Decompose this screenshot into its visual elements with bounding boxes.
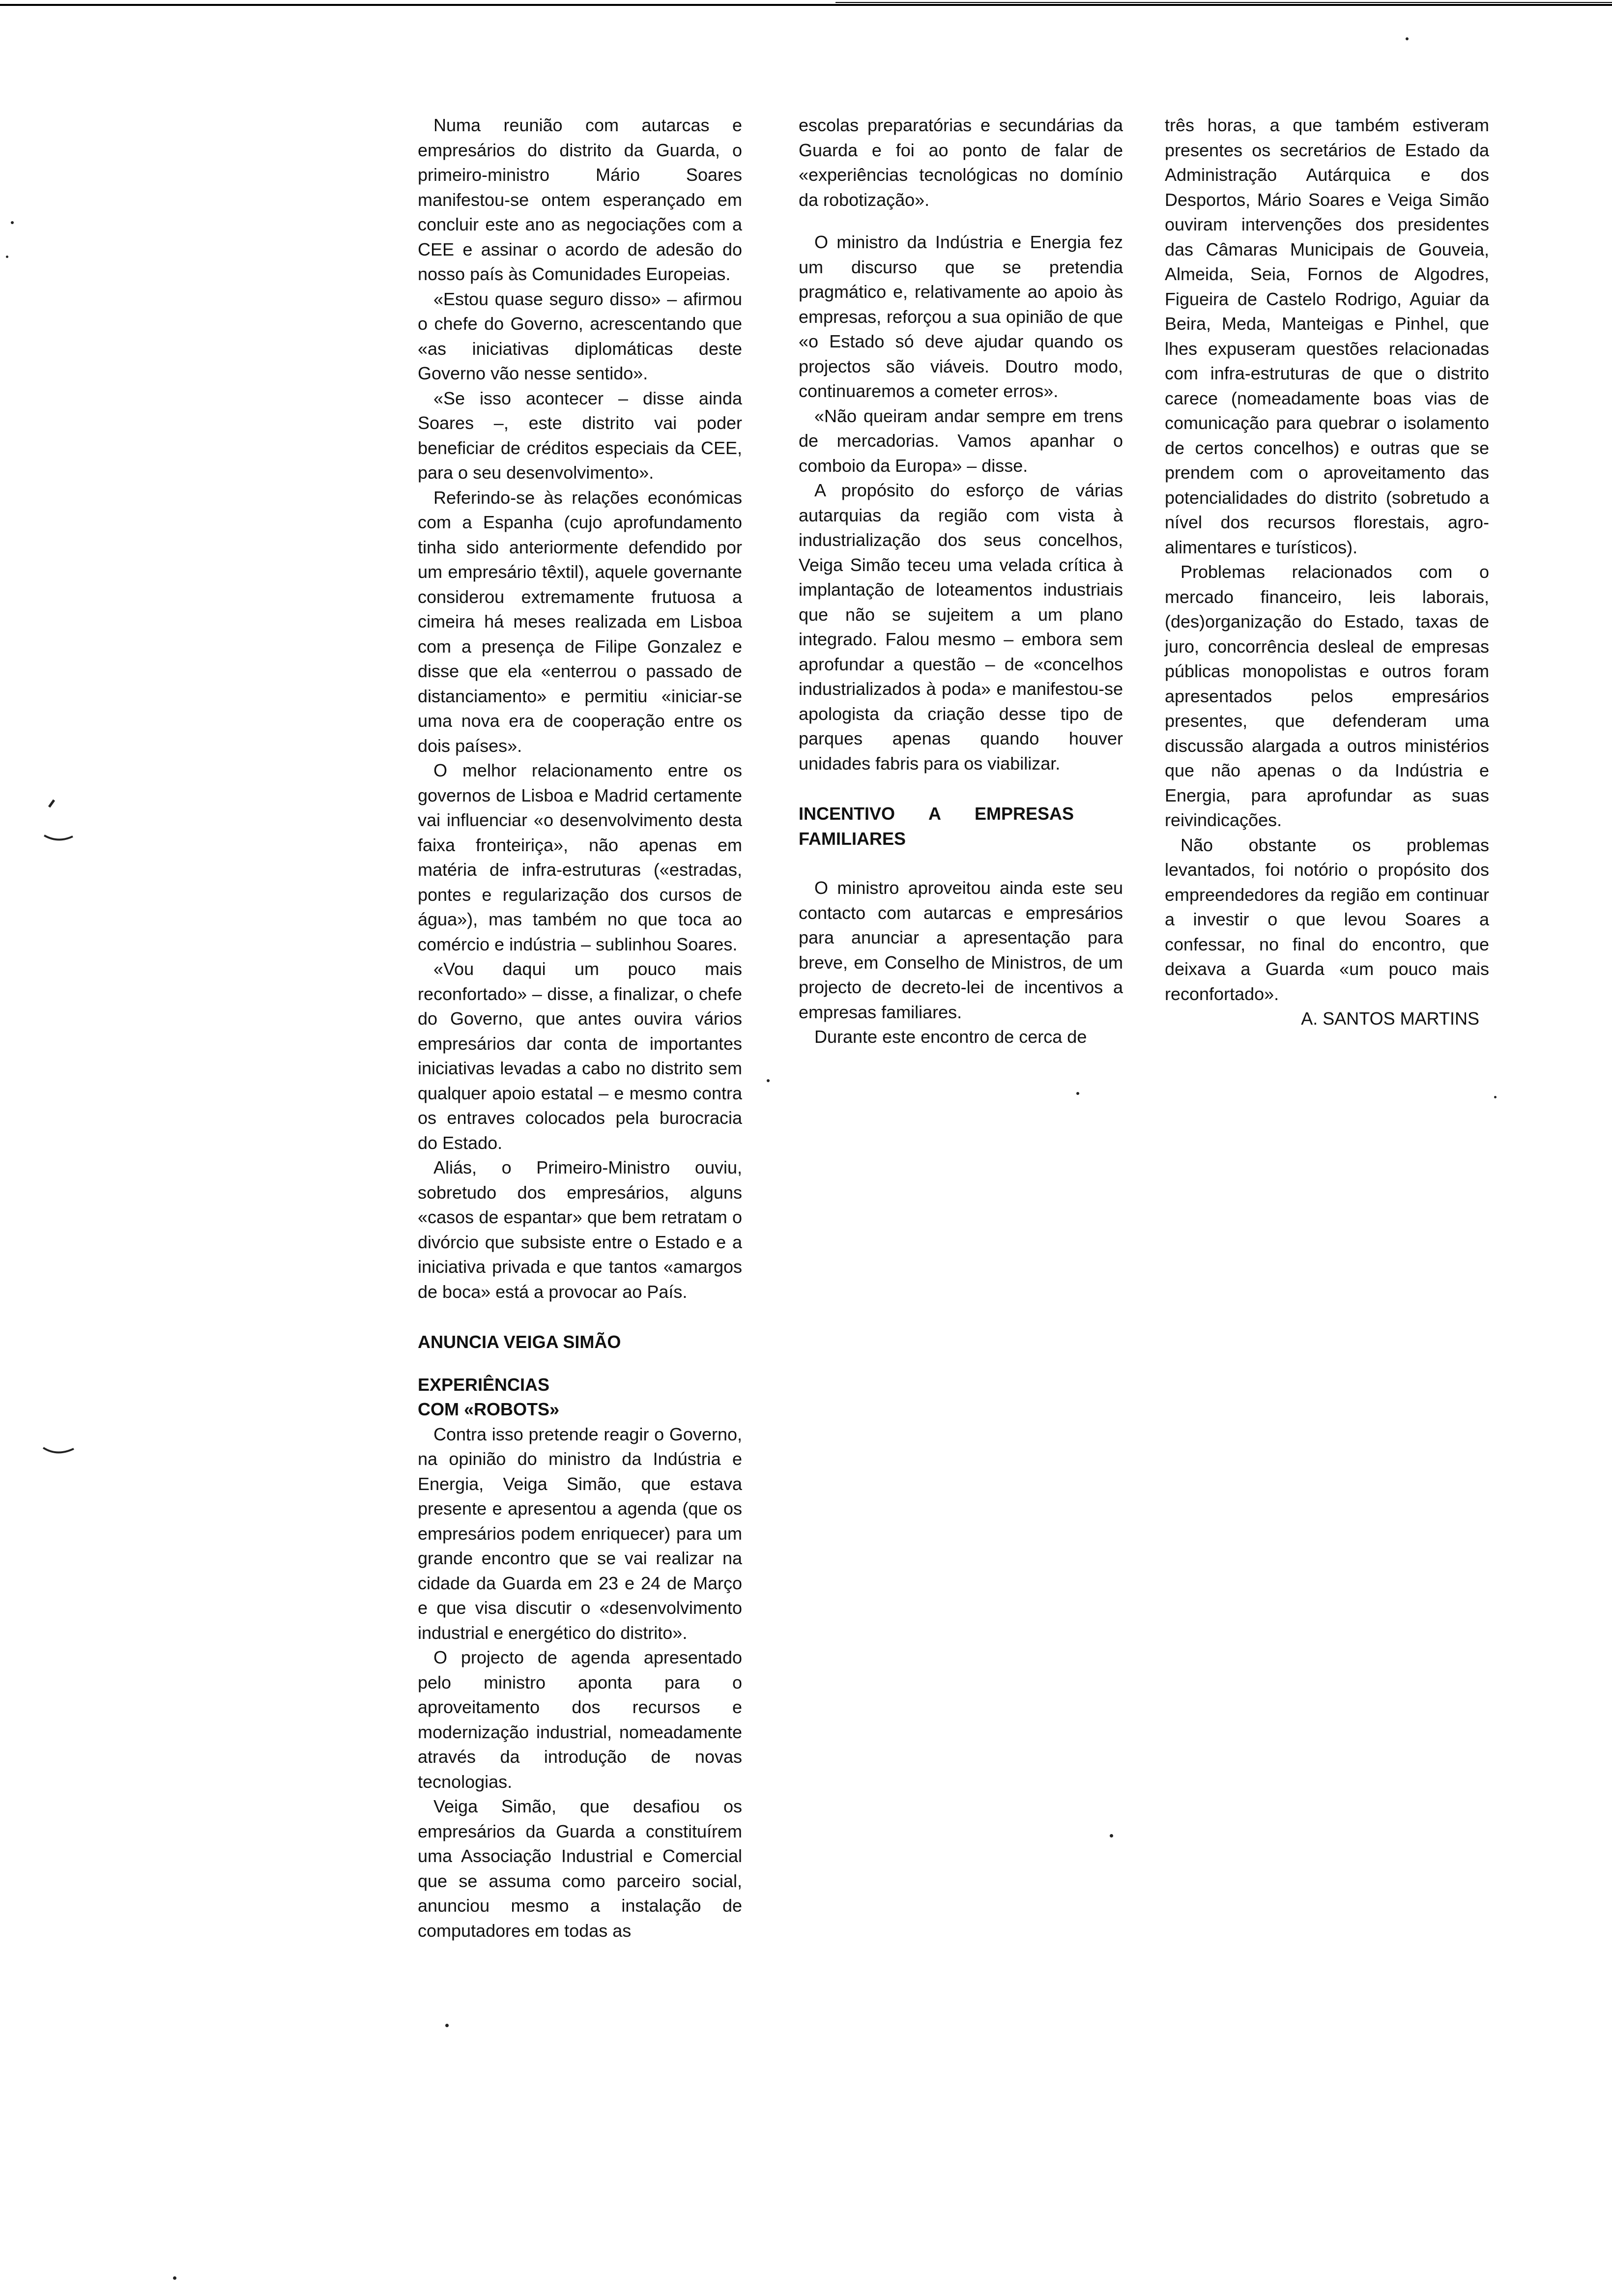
paragraph: O ministro aproveitou ainda este seu contacto com autarcas e empresários para anunciar a apresentação para breve, em Conselho de Ministros, de um projecto de decreto-lei de incentivos a empresas familiares.	[799, 878, 1123, 1022]
subheading-anuncia-veiga-simao: ANUNCIA VEIGA SIMÃO	[418, 1332, 621, 1352]
scan-speck	[1406, 37, 1409, 40]
subheading-incentivo-empresas-familiares: INCENTIVO A EMPRESAS FAMILIARES	[799, 804, 1074, 849]
paragraph: três horas, a que também estiveram presentes os secretários de Estado da Administração Autárquica e dos Desportos, Mário Soares e Veiga Simão ouviram intervenções dos presidentes das Câmaras Municipais de Gouveia, Almeida, Seia, Fornos de Algodres, Figueira de Castelo Rodrigo, Aguiar da Beira, Meda, Manteigas e Pinhel, que lhes expuseram questões relacionadas com infra-estruturas de que o distrito carece (nomeadamente boas vias de comunicação para quebrar o isolamento de certos concelhos) e outras que se prendem com o aproveitamento das potencialidades do distrito (sobretudo a nível dos recursos florestais, agro-alimentares e turísticos).	[1165, 115, 1489, 557]
byline-author: A. SANTOS MARTINS	[1301, 1008, 1479, 1029]
paragraph: Referindo-se às relações económicas com a Espanha (cujo aprofundamento tinha sido anteriormente defendido por um empresário têxtil), aquele governante considerou extremamente frutuosa a cimeira há meses realizada em Lisboa com a presença de Filipe Gonzalez e disse que ela «enterrou o passado de distanciamento» e permitiu «iniciar-se uma nova era de cooperação entre os dois países».	[418, 487, 742, 756]
top-border-rule	[0, 4, 1612, 6]
paragraph: «Estou quase seguro disso» – afirmou o chefe do Governo, acrescentando que «as iniciativas diplomáticas deste Governo vão nesse sentido».	[418, 288, 742, 383]
scan-speck	[1110, 1834, 1113, 1837]
scan-speck	[445, 2024, 449, 2027]
top-border-rule-right	[835, 2, 1612, 3]
article-column-1	[418, 113, 742, 1943]
paragraph: «Se isso acontecer – disse ainda Soares –, este distrito vai poder beneficiar de créditos especiais da CEE, para o seu desenvolvimento».	[418, 388, 742, 483]
paragraph: Contra isso pretende reagir o Governo, na opinião do ministro da Indústria e Energia, Veiga Simão, que estava presente e apresentou a agenda (que os empresários podem enriquecer) para um grande encontro que se vai realizar na cidade da Guarda em 23 e 24 de Março e que visa discutir o «desenvolvimento industrial e energético do distrito».	[418, 1424, 742, 1643]
scan-speck	[1494, 1096, 1497, 1098]
paragraph: «Não queiram andar sempre em trens de mercadorias. Vamos apanhar o comboio da Europa» – disse.	[799, 405, 1123, 476]
paragraph: Veiga Simão, que desafiou os empresários da Guarda a constituírem uma Associação Industrial e Comercial que se assuma como parceiro social, anunciou mesmo a instalação de computadores em todas as	[418, 1796, 742, 1941]
paragraph: Problemas relacionados com o mercado financeiro, leis laborais, (des)organização do Estado, taxas de juro, concorrência desleal de empresas públicas monopolistas e outros foram apresentados pelos empresários presentes, que defenderam uma discussão alargada a outros ministérios que não apenas o da Indústria e Energia, para aprofundar as suas reivindicações.	[1165, 562, 1489, 830]
scan-margin-mark	[34, 796, 79, 855]
paragraph: Numa reunião com autarcas e empresários do distrito da Guarda, o primeiro-ministro Mário Soares manifestou-se ontem esperançado em concluir este ano as negociações com a CEE e assinar o acordo de adesão do nosso país às Comunidades Europeias.	[418, 115, 742, 284]
paragraph: Não obstante os problemas levantados, foi notório o propósito dos empreendedores da região em continuar a investir o que levou Soares a confessar, no final do encontro, que deixava a Guarda «um pouco mais reconfortado».	[1165, 834, 1489, 1004]
paragraph: O ministro da Indústria e Energia fez um discurso que se pretendia pragmático e, relativamente ao apoio às empresas, reforçou a sua opinião de que «o Estado só deve ajudar quando os projectos são viáveis. Doutro modo, continuaremos a cometer erros».	[799, 232, 1123, 401]
scan-margin-mark	[34, 1440, 79, 1469]
subheading-experiencias-robots: EXPERIÊNCIAS COM «ROBOTS»	[418, 1374, 560, 1419]
paragraph: A propósito do esforço de várias autarquias da região com vista à industrialização dos seus concelhos, Veiga Simão teceu uma velada crítica à implantação de loteamentos industriais que não se sujeitem a um plano integrado. Falou mesmo – embora sem aprofundar a questão – de «concelhos industrializados à poda» e manifestou-se apologista da criação desse tipo de parques apenas quando houver unidades fabris para os viabilizar.	[799, 480, 1123, 774]
paragraph: O melhor relacionamento entre os governos de Lisboa e Madrid certamente vai influenciar «o desenvolvimento desta faixa fronteiriça», não apenas em matéria de infra-estruturas («estradas, pontes e regularização dos cursos de água»), mas também no que toca ao comércio e indústria – sublinhou Soares.	[418, 760, 742, 954]
paragraph: escolas preparatórias e secundárias da Guarda e foi ao ponto de falar de «experiências tecnológicas no domínio da robotização».	[799, 115, 1123, 210]
paragraph: Aliás, o Primeiro-Ministro ouviu, sobretudo dos empresários, alguns «casos de espantar» que bem retratam o divórcio que subsiste entre o Estado e a iniciativa privada e que tantos «amargos de boca» está a provocar ao País.	[418, 1157, 742, 1302]
scan-speck	[173, 2276, 176, 2280]
scan-speck	[11, 221, 14, 224]
article-column-3	[1165, 113, 1489, 1032]
scan-speck	[6, 256, 8, 258]
paragraph: O projecto de agenda apresentado pelo ministro aponta para o aproveitamento dos recursos e modernização industrial, nomeadamente através da introdução de novas tecnologias.	[418, 1647, 742, 1792]
paragraph: «Vou daqui um pouco mais reconfortado» – disse, a finalizar, o chefe do Governo, que antes ouvira vários empresários dar conta de importantes iniciativas levadas a cabo no distrito sem qualquer apoio estatal – e mesmo contra os entraves colocados pela burocracia do Estado.	[418, 959, 742, 1153]
scan-speck	[1076, 1092, 1079, 1095]
article-column-2	[799, 113, 1123, 1050]
paragraph: Durante este encontro de cerca de	[814, 1027, 1087, 1047]
scan-speck	[767, 1079, 770, 1082]
